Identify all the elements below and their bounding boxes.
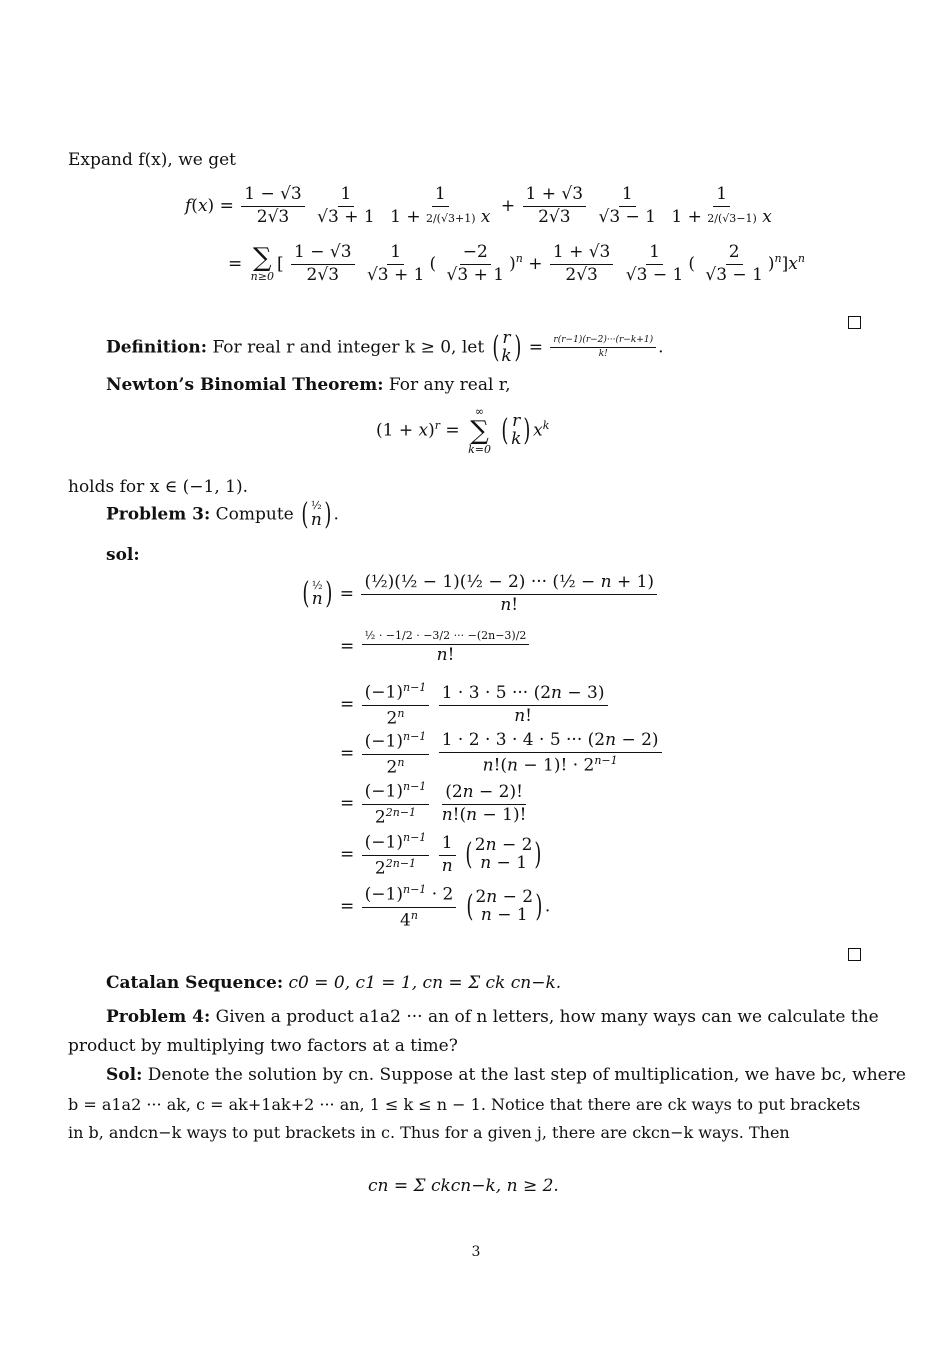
newton-text: For any real r,	[388, 375, 511, 395]
derivation-line6: = $\frac{(-1)^{n-1}}{2^{2n-1}}$ $\frac{1}{n}$ ( 2n − 2 n − 1 )	[340, 831, 542, 879]
problem4-line2: product by multiplying two factors at a time?	[68, 1036, 458, 1056]
sol4-line3: in b, andcn−k ways to put brackets in c. Thus for a given j, there are ckcn−k ways. Then	[68, 1123, 790, 1142]
problem4-text1: Given a product a1a2 ··· an of n letters, how many ways can we calculate the	[215, 1007, 879, 1027]
definition-line: Definition: For real r and integer k ≥ 0, let ( r k ) = $\frac{r(r-1)(r-2)\cdot\cdot\cdot(r-k+1)}{k!}$ .	[106, 328, 664, 366]
derivation-line4: = $\frac{(-1)^{n-1}}{2^n}$ $\frac{1 \cdot 2 \cdot 3 \cdot 4 \cdot 5 \cdot\cdot\cdot (2n - 2)}{n!(n - 1)! \cdot 2^{n-1}}$	[340, 731, 664, 777]
problem3-sol-label: sol:	[106, 545, 140, 565]
equation-fx-line2: = ∑ n≥0 [ $\frac{1 - √3}{2√3}$ $\frac{1}{√3 + 1}$ ( $\frac{-2}{√3 + 1}$ )$^n$ + $\frac{1 + √3}{2√3}$ $\frac{1}{√3 - 1}$ ( $\frac{2}{√3 - 1}$ )$^n]x^n$	[228, 242, 805, 285]
page-number: 3	[471, 1244, 481, 1260]
sol4-final-formula: cn = Σ ckcn−k, n ≥ 2.	[368, 1176, 559, 1196]
equation-fx-line1: f(x) = $\frac{1 - √3}{2√3}$ $\frac{1}{√3 + 1}$ $\frac{1}{1 + 2/(√3+1) x}$ + $\frac{1 + √3}{2√3}$ $\frac{1}{√3 - 1}$ $\frac{1}{1 + 2/(√3-1) x}$	[185, 184, 772, 227]
qed-square-2	[848, 948, 861, 961]
definition-formula-den: k!	[598, 349, 608, 360]
derivation-line1: ( ½ n ) = $\frac{\text{(½)(½ − 1)(½ − 2) ··· (½ − n + 1)}}{n!}$	[300, 574, 659, 615]
sol4-text1: Denote the solution by cn. Suppose at the last step of multiplication, we have bc, where	[147, 1065, 906, 1085]
catalan-label: Catalan Sequence:	[106, 973, 284, 993]
problem3-line: Problem 3: Compute ( ½ n ) .	[106, 497, 339, 532]
intro-text: Expand f(x), we get	[68, 150, 236, 170]
problem3-text: Compute	[215, 504, 294, 525]
derivation-line5: = $\frac{(-1)^{n-1}}{2^{2n-1}}$ $\frac{(2n - 2)!}{n!(n - 1)!}$	[340, 780, 527, 828]
derivation-line3: = $\frac{(-1)^{n-1}}{2^n}$ $\frac{1 \cdot 3 \cdot 5 \cdot\cdot\cdot (2n - 3)}{n!}$	[340, 682, 610, 728]
sol4-label: Sol:	[106, 1065, 143, 1085]
newton-holds: holds for x ∈ (−1, 1).	[68, 477, 249, 497]
newton-label: Newton’s Binomial Theorem:	[106, 375, 384, 395]
catalan-text: c0 = 0, c1 = 1, cn = Σ ck cn−k.	[288, 973, 562, 993]
problem4-label: Problem 4:	[106, 1007, 211, 1027]
sol4-line1	[106, 1067, 906, 1084]
newton-line	[106, 377, 510, 394]
definition-label: Definition:	[106, 337, 208, 358]
definition-formula-num: r(r−1)(r−2)···(r−k+1)	[550, 336, 656, 348]
newton-formula: $(1 + x)^r$ = ∞ ∑ k=0 ( r k ) $x^k$	[376, 405, 550, 457]
problem4-line1	[106, 1009, 879, 1026]
definition-text: For real r and integer k ≥ 0, let	[212, 337, 485, 358]
catalan-line	[106, 975, 561, 992]
problem3-label: Problem 3:	[106, 504, 211, 525]
derivation-line2: = $\frac{\text{½ · −1/2 · −3/2 ··· −(2n−3)/2}}{n!}$	[340, 630, 531, 664]
derivation-line7: = $\frac{(-1)^{n-1} \cdot 2}{4^n}$ ( 2n − 2 n − 1 ) .	[340, 883, 551, 931]
sol4-line2: b = a1a2 ··· ak, c = ak+1ak+2 ··· an, 1 ≤ k ≤ n − 1. Notice that there are ck ways to put brackets	[68, 1095, 861, 1114]
qed-square-1	[848, 316, 861, 329]
